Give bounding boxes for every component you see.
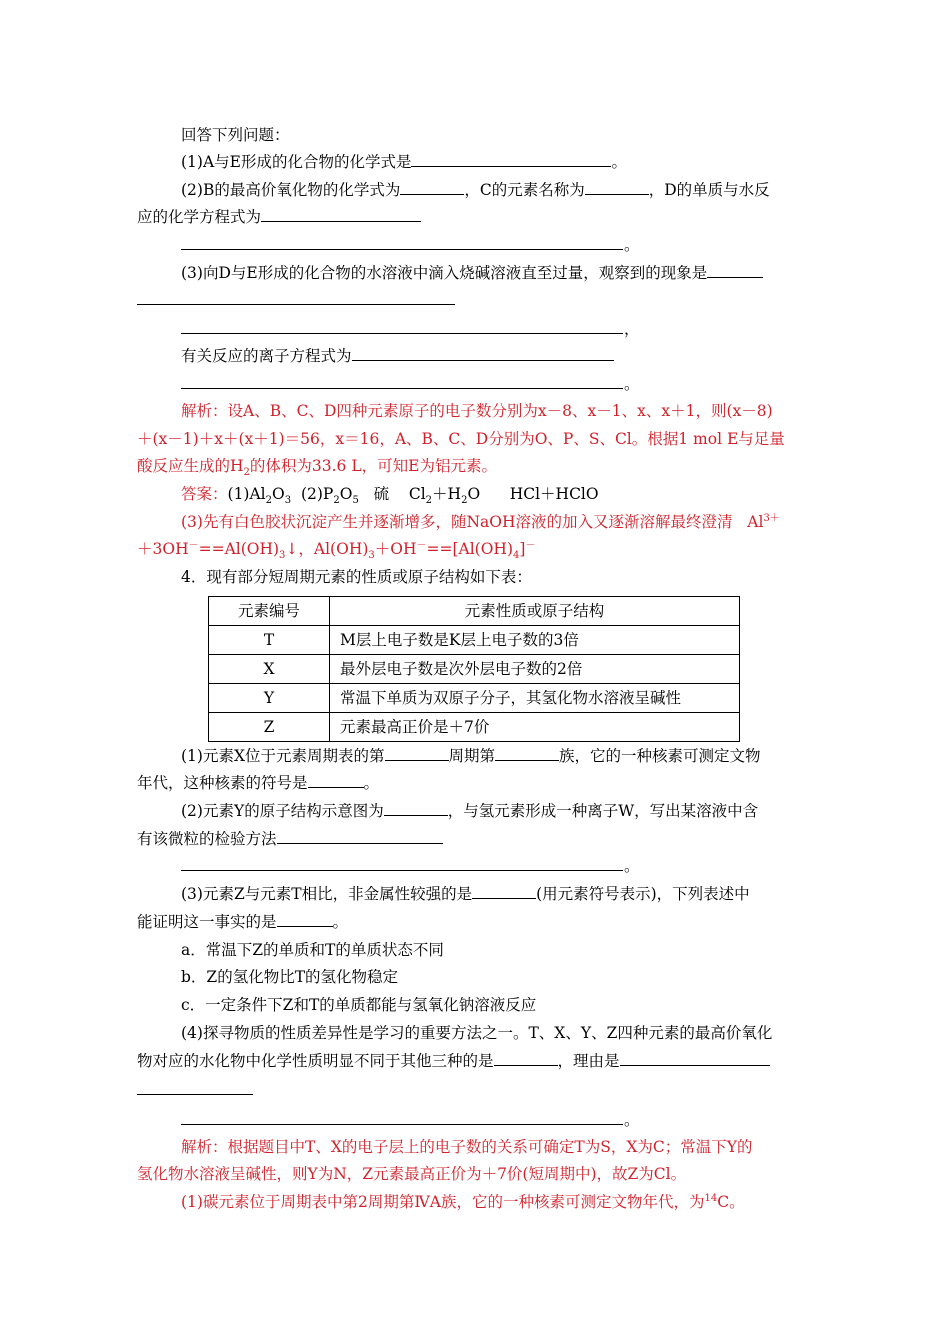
q3-part2-end: 。 bbox=[624, 236, 640, 254]
q3-intro: 回答下列问题： bbox=[181, 126, 290, 144]
q4-part4-end: 。 bbox=[624, 1111, 640, 1129]
table-row bbox=[209, 713, 740, 742]
answer-rule bbox=[181, 388, 623, 389]
q4-part3-line2: 能证明这一事实的是 。 bbox=[137, 913, 349, 931]
answer-blank bbox=[261, 207, 421, 222]
table-cell: 最外层电子数是次外层电子数的2倍 bbox=[330, 655, 740, 684]
q3-part3-line3: 有关反应的离子方程式为 bbox=[181, 345, 614, 367]
answer-blank bbox=[495, 746, 559, 761]
answer-blank bbox=[494, 1051, 558, 1066]
q3-part3-comma: ， bbox=[624, 320, 640, 338]
answer-blank bbox=[585, 180, 649, 195]
table-header-cell: 元素性质或原子结构 bbox=[330, 597, 740, 626]
q4-part2-line2: 有该微粒的检验方法 bbox=[137, 828, 443, 850]
q3-answer-line1: 答案：$(1)Al_2O_3$ $(2)P_2O_5$ 硫 $Cl_2+H_2O$ HCl＋HClO bbox=[181, 485, 599, 507]
answer-rule bbox=[181, 1124, 623, 1125]
q4-part4-line2: 物对应的水化物中化学性质明显不同于其他三种的是 ，理由是 bbox=[137, 1050, 770, 1072]
answer-rule bbox=[137, 1094, 253, 1095]
element-property-table bbox=[208, 596, 740, 742]
answer-blank bbox=[277, 829, 443, 844]
q4-analysis-line2: 氢化物水溶液呈碱性，则Y为N，Z元素最高正价为＋7价(短周期中)，故Z为Cl。 bbox=[137, 1165, 687, 1183]
answer-rule bbox=[181, 249, 623, 250]
q4-part1-line1: (1)元素X位于元素周期表的第 周期第 族，它的一种核素可测定文物 bbox=[181, 747, 761, 765]
q3-part2-line1: (2)B的最高价氧化物的化学式为 ，C的元素名称为 ，D的单质与水反 bbox=[181, 181, 770, 199]
table-row bbox=[209, 655, 740, 684]
q4-part2-end: 。 bbox=[624, 857, 640, 875]
answer-rule bbox=[181, 333, 623, 334]
q3-part1: (1)A与E形成的化合物的化学式是 。 bbox=[181, 153, 627, 171]
answer-blank bbox=[308, 773, 364, 788]
q4-option-c: c．一定条件下Z和T的单质都能与氢氧化钠溶液反应 bbox=[181, 996, 537, 1014]
answer-blank bbox=[620, 1051, 770, 1066]
table-row bbox=[209, 626, 740, 655]
table-cell: M层上电子数是K层上电子数的3倍 bbox=[330, 626, 740, 655]
answer-blank bbox=[277, 912, 333, 927]
q3-answer-line3: $+3OH^-==Al(OH)_3↓$，$Al(OH)_3+OH^-==[Al(OH)_4]^-$ bbox=[137, 539, 536, 562]
q4-option-b: b．Z的氢化物比T的氢化物稳定 bbox=[181, 968, 399, 986]
q4-analysis-line3: (1)碳元素位于周期表中第2周期第ⅣA族，它的一种核素可测定文物年代，为$^{14}$C。 bbox=[181, 1192, 745, 1211]
q4-part4-line1: (4)探寻物质的性质差异性是学习的重要方法之一。T、X、Y、Z四种元素的最高价氧化 bbox=[181, 1024, 773, 1042]
table-cell: T bbox=[209, 626, 330, 655]
answer-blank bbox=[472, 884, 536, 899]
q4-part2-line1: (2)元素Y的原子结构示意图为 ，与氢元素形成一种离子W，写出某溶液中含 bbox=[181, 802, 759, 820]
answer-blank bbox=[385, 746, 449, 761]
q4-stem: 4．现有部分短周期元素的性质或原子结构如下表： bbox=[181, 568, 532, 586]
q4-option-a: a．常温下Z的单质和T的单质状态不同 bbox=[181, 941, 444, 959]
q3-part3-line1: (3)向D与E形成的化合物的水溶液中滴入烧碱溶液直至过量，观察到的现象是 bbox=[181, 262, 763, 284]
answer-blank bbox=[707, 263, 763, 278]
table-cell: 元素最高正价是＋7价 bbox=[330, 713, 740, 742]
q3-answer-line2: (3)先有白色胶状沉淀产生并逐渐增多，随NaOH溶液的加入又逐渐溶解最终澄清 $Al^{3+}$ bbox=[181, 512, 780, 531]
q3-analysis-line1: 解析：设A、B、C、D四种元素原子的电子数分别为x－8、x－1、x、x＋1，则(x－8) bbox=[181, 402, 773, 420]
answer-blank bbox=[384, 801, 448, 816]
q4-part1-line2: 年代，这种核素的符号是 。 bbox=[137, 774, 380, 792]
answer-rule bbox=[181, 870, 623, 871]
table-row bbox=[209, 684, 740, 713]
q4-part3-line1: (3)元素Z与元素T相比，非金属性较强的是 (用元素符号表示)，下列表述中 bbox=[181, 885, 750, 903]
table-cell: X bbox=[209, 655, 330, 684]
table-cell: Y bbox=[209, 684, 330, 713]
q3-analysis-line3: 酸反应生成的$H_2$的体积为33.6 L，可知E为铝元素。 bbox=[137, 457, 497, 479]
table-cell: 常温下单质为双原子分子，其氢化物水溶液呈碱性 bbox=[330, 684, 740, 713]
answer-blank bbox=[352, 346, 614, 361]
q3-part2-line2: 应的化学方程式为 bbox=[137, 206, 421, 228]
q4-analysis-line1: 解析：根据题目中T、X的电子层上的电子数的关系可确定T为S，X为C；常温下Y的 bbox=[181, 1138, 753, 1156]
answer-blank bbox=[400, 180, 464, 195]
q3-part3-end: 。 bbox=[624, 375, 640, 393]
q3-analysis-line2: ＋(x－1)＋x＋(x＋1)＝56，x＝16，A、B、C、D分别为O、P、S、Cl。根据1 mol E与足量 bbox=[137, 430, 785, 448]
table-header-row bbox=[209, 597, 740, 626]
table-header-cell: 元素编号 bbox=[209, 597, 330, 626]
table-cell: Z bbox=[209, 713, 330, 742]
answer-rule bbox=[137, 304, 455, 305]
answer-blank bbox=[411, 152, 611, 167]
